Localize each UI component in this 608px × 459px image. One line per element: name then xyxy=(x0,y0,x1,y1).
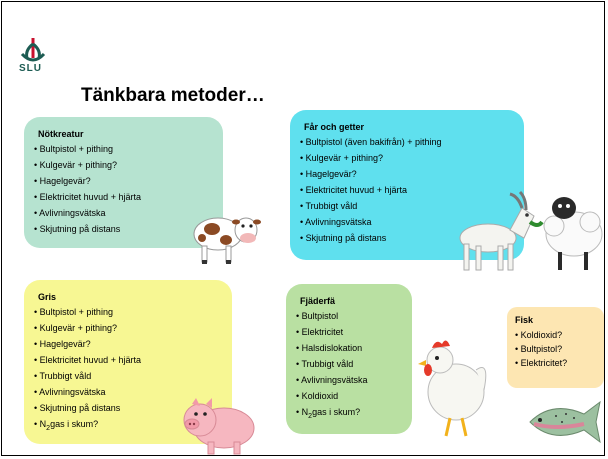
goat-icon xyxy=(448,188,544,274)
poultry-list xyxy=(296,311,402,422)
list-item: • Hagelgevär? xyxy=(300,169,514,179)
list-item: • Trubbigt våld xyxy=(300,201,514,211)
list-item: • Bultpistol + pithing xyxy=(34,144,213,154)
fish-heading: Fisk xyxy=(515,315,534,325)
list-item: • Elektricitet? xyxy=(515,358,596,368)
list-item: • Trubbigt våld xyxy=(34,371,222,381)
chicken-icon xyxy=(414,330,492,440)
list-item: • Skjutning på distans xyxy=(34,403,222,413)
pig-heading: Gris xyxy=(38,292,57,302)
cow-icon xyxy=(188,202,262,266)
cattle-heading: Nötkreatur xyxy=(38,129,84,139)
n2-suffix: gas i skum? xyxy=(50,419,99,429)
slide xyxy=(1,1,605,456)
list-item xyxy=(296,407,402,422)
sheep-goat-heading: Får och getter xyxy=(304,122,365,132)
logo-text: SLU xyxy=(19,63,42,74)
n2-suffix: gas i skum? xyxy=(312,407,361,417)
list-item: • Avlivningsvätska xyxy=(296,375,402,385)
n2-prefix: N xyxy=(301,407,309,417)
list-item: • Koldioxid xyxy=(296,391,402,401)
fish-box xyxy=(507,307,604,388)
list-item: • Kulgevär + pithing? xyxy=(34,160,213,170)
list-item: • Kulgevär + pithing? xyxy=(300,153,514,163)
list-item: • Koldioxid? xyxy=(515,330,596,340)
list-item: • Kulgevär + pithing? xyxy=(34,323,222,333)
list-item: • Bultpistol? xyxy=(515,344,596,354)
list-item: • Elektricitet huvud + hjärta xyxy=(34,192,213,202)
list-item: • Hagelgevär? xyxy=(34,176,213,186)
list-item: • Skjutning på distans xyxy=(34,224,213,234)
list-item: • Elektricitet xyxy=(296,327,402,337)
cattle-list xyxy=(34,144,213,234)
list-item: • Elektricitet huvud + hjärta xyxy=(34,355,222,365)
n2-subscript: 2 xyxy=(46,424,51,432)
poultry-heading: Fjäderfä xyxy=(300,296,336,306)
list-item: • Elektricitet huvud + hjärta xyxy=(300,185,514,195)
fish-icon xyxy=(526,392,604,448)
list-item: • Bultpistol + pithing xyxy=(34,307,222,317)
fish-list xyxy=(515,330,596,368)
list-item: • Trubbigt våld xyxy=(296,359,402,369)
page-title: Tänkbara metoder… xyxy=(81,85,265,106)
list-item: • Bultpistol xyxy=(296,311,402,321)
pig-icon xyxy=(178,394,260,456)
list-item: • Avlivningsvätska xyxy=(34,208,213,218)
list-item: • Hagelgevär? xyxy=(34,339,222,349)
list-item: • Halsdislokation xyxy=(296,343,402,353)
list-item: • Bultpistol (även bakifrån) + pithing xyxy=(300,137,514,147)
poultry-box xyxy=(286,284,412,434)
sheep-icon xyxy=(540,190,606,272)
n2-subscript: 2 xyxy=(308,412,313,420)
list-item: • Avlivningsvätska xyxy=(300,217,514,227)
n2-prefix: N xyxy=(39,419,47,429)
list-item: • Skjutning på distans xyxy=(300,233,514,243)
list-item: • Avlivningsvätska xyxy=(34,387,222,397)
